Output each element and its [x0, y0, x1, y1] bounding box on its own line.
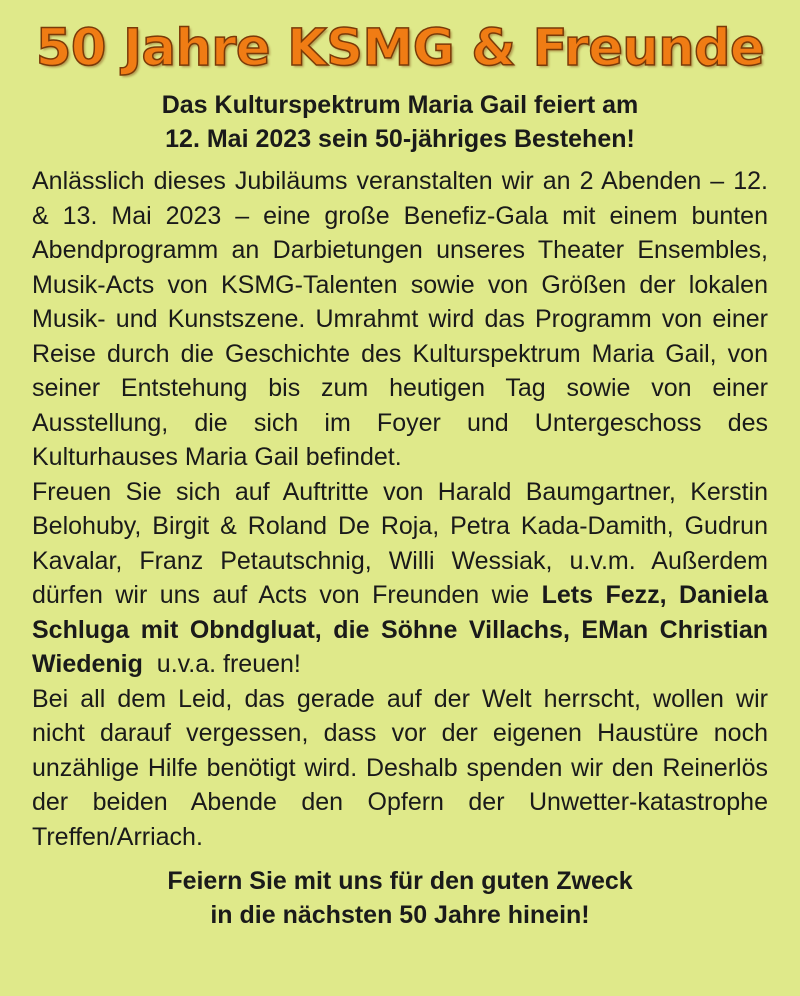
performers-suffix: u.v.a. freuen! — [156, 650, 301, 678]
closing-statement — [32, 864, 768, 932]
headline: 50 Jahre KSMG & Freunde — [35, 19, 765, 78]
charity-paragraph: Bei all dem Leid, das gerade auf der Welt herrscht, wollen wir nicht darauf vergessen, dass vor der eigenen Haustüre noch unzählige Hilfe benötigt wird. Deshalb spenden wir den Reinerlös der beiden Abende den Opfern der Unwetter-katastrophe Treffen/Arriach. — [32, 684, 768, 851]
performers-paragraph — [32, 475, 768, 682]
subheadline-line-1: Das Kulturspektrum Maria Gail feiert am — [161, 91, 639, 119]
subheadline-line-2: 12. Mai 2023 sein 50-jähriges Bestehen! — [165, 125, 635, 153]
closing-line-1: Feiern Sie mit uns für den guten Zweck — [167, 867, 633, 895]
subheadline — [32, 88, 768, 156]
intro-paragraph: Anlässlich dieses Jubiläums veranstalten wir an 2 Abenden – 12. & 13. Mai 2023 – eine große Benefiz-Gala mit einem bunten Abendprogramm an Darbietungen unseres Theater Ensembles, Musik-Acts von KSMG-Talenten sowie von Größen der lokalen Musik- und Kunstszene. Umrahmt wird das Programm von einer Reise durch die Geschichte des Kulturspektrum Maria Gail, von seiner Entstehung bis zum heutigen Tag sowie von einer Ausstellung, die sich im Foyer und Untergeschoss des Kulturhauses Maria Gail befindet. — [32, 167, 768, 471]
closing-line-2: in die nächsten 50 Jahre hinein! — [210, 901, 590, 929]
friends-names: Lets Fezz, Daniela Schluga mit Obndgluat, die Söhne Villachs, EMan Christian Wiedenig — [32, 581, 768, 678]
performers-text: Freuen Sie sich auf Auftritte von Harald Baumgartner, Kerstin Belohuby, Birgit & Roland De Roja, Petra Kada-Damith, Gudrun Kavalar, Franz Petautschnig, Willi Wessiak, u.v.m. Außerdem dürfen wir uns auf Acts von Freunden wie — [32, 477, 768, 609]
body-text — [32, 164, 768, 854]
